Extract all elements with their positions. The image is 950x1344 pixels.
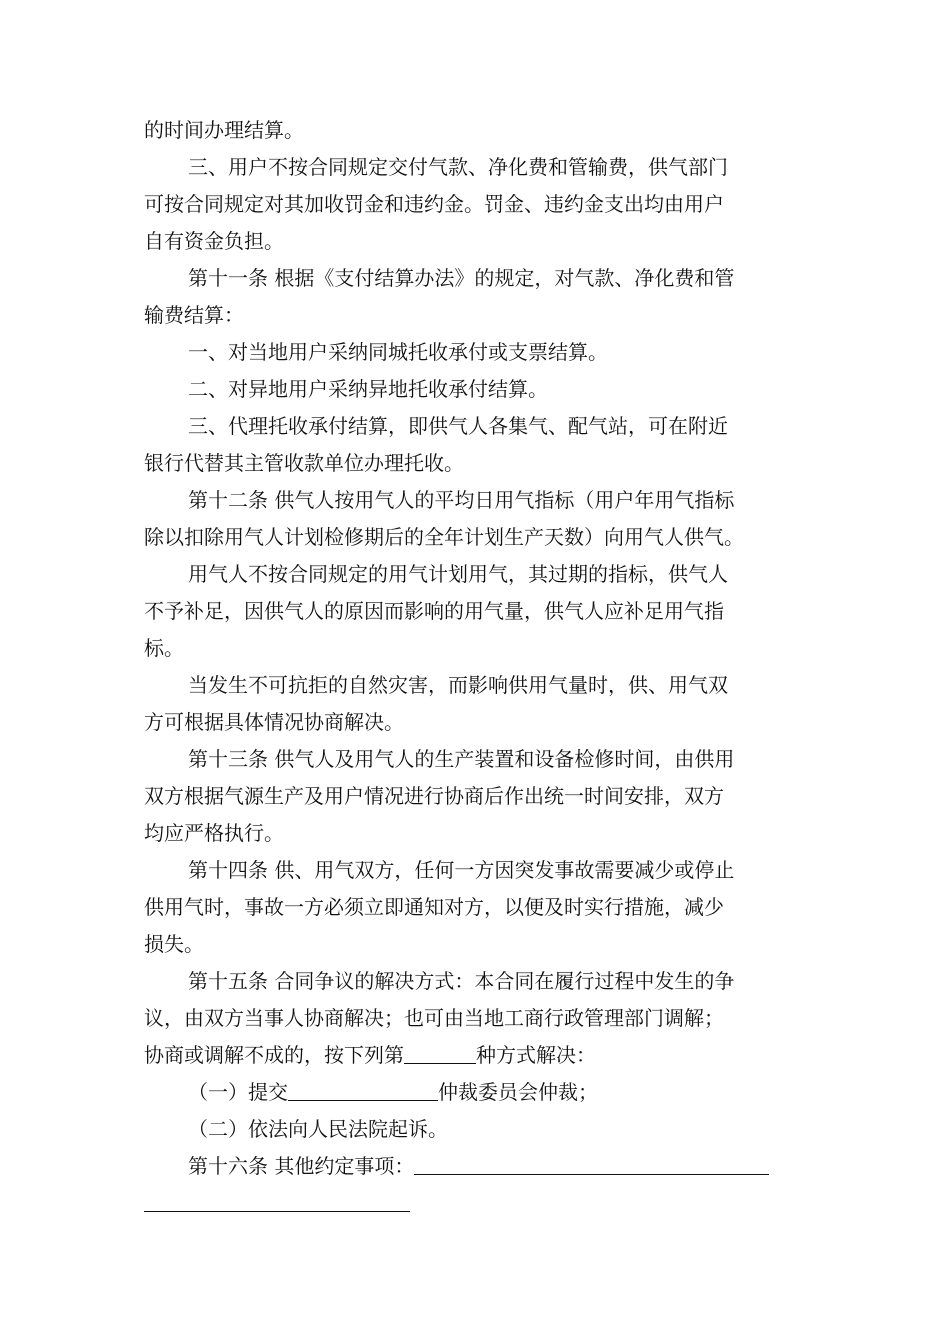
- text-line-26: [144, 1037, 808, 1074]
- text-line-29: [144, 1148, 808, 1185]
- text-line-1: 的时间办理结算。: [144, 118, 304, 142]
- text-line-24: 第十五条 合同争议的解决方式：本合同在履行过程中发生的争: [188, 969, 735, 993]
- text-line-22: 供用气时，事故一方必须立即通知对方，以便及时实行措施，减少: [144, 895, 724, 919]
- text-line-3: 可按合同规定对其加收罚金和违约金。罚金、违约金支出均由用户: [144, 192, 724, 216]
- text-segment: 协商或调解不成的，按下列第: [144, 1043, 404, 1067]
- text-line-19: 双方根据气源生产及用户情况进行协商后作出统一时间安排，双方: [144, 784, 724, 808]
- text-segment: （一）提交: [188, 1080, 288, 1104]
- document-page: [144, 112, 808, 1222]
- text-line-28: （二）依法向人民法院起诉。: [188, 1117, 448, 1141]
- text-line-25: 议，由双方当事人协商解决；也可由当地工商行政管理部门调解；: [144, 1006, 724, 1030]
- text-line-5: 第十一条 根据《支付结算办法》的规定，对气款、净化费和管: [188, 266, 735, 290]
- method-number-blank[interactable]: [404, 1041, 476, 1064]
- text-line-17: 方可根据具体情况协商解决。: [144, 710, 404, 734]
- text-line-4: 自有资金负担。: [144, 229, 284, 253]
- text-line-10: 银行代替其主管收款单位办理托收。: [144, 451, 464, 475]
- text-line-12: 除以扣除用气人计划检修期后的全年计划生产天数）向用气人供气。: [144, 525, 744, 549]
- text-segment: 仲裁委员会仲裁；: [438, 1080, 598, 1104]
- text-line-21: 第十四条 供、用气双方，任何一方因突发事故需要减少或停止: [188, 858, 735, 882]
- other-matters-blank-continued[interactable]: [144, 1189, 410, 1212]
- arbitration-commission-blank[interactable]: [288, 1078, 438, 1101]
- text-line-16: 当发生不可抗拒的自然灾害，而影响供用气量时，供、用气双: [188, 673, 728, 697]
- text-segment: 第十六条 其他约定事项：: [188, 1154, 415, 1178]
- text-line-14: 不予补足，因供气人的原因而影响的用气量，供气人应补足用气指: [144, 599, 724, 623]
- text-line-9: 三、代理托收承付结算，即供气人各集气、配气站，可在附近: [188, 414, 728, 438]
- text-segment: 种方式解决：: [476, 1043, 596, 1067]
- text-line-20: 均应严格执行。: [144, 821, 284, 845]
- text-line-7: 一、对当地用户采纳同城托收承付或支票结算。: [188, 340, 608, 364]
- text-line-27: [144, 1074, 808, 1111]
- text-line-8: 二、对异地用户采纳异地托收承付结算。: [188, 377, 548, 401]
- text-line-30: [144, 1185, 808, 1222]
- text-line-11: 第十二条 供气人按用气人的平均日用气指标（用户年用气指标: [188, 488, 735, 512]
- text-line-2: 三、用户不按合同规定交付气款、净化费和管输费，供气部门: [188, 155, 728, 179]
- text-line-6: 输费结算：: [144, 303, 244, 327]
- text-line-23: 损失。: [144, 932, 204, 956]
- text-line-13: 用气人不按合同规定的用气计划用气，其过期的指标，供气人: [188, 562, 728, 586]
- text-line-18: 第十三条 供气人及用气人的生产装置和设备检修时间，由供用: [188, 747, 735, 771]
- text-line-15: 标。: [144, 636, 184, 660]
- other-matters-blank[interactable]: [414, 1152, 769, 1175]
